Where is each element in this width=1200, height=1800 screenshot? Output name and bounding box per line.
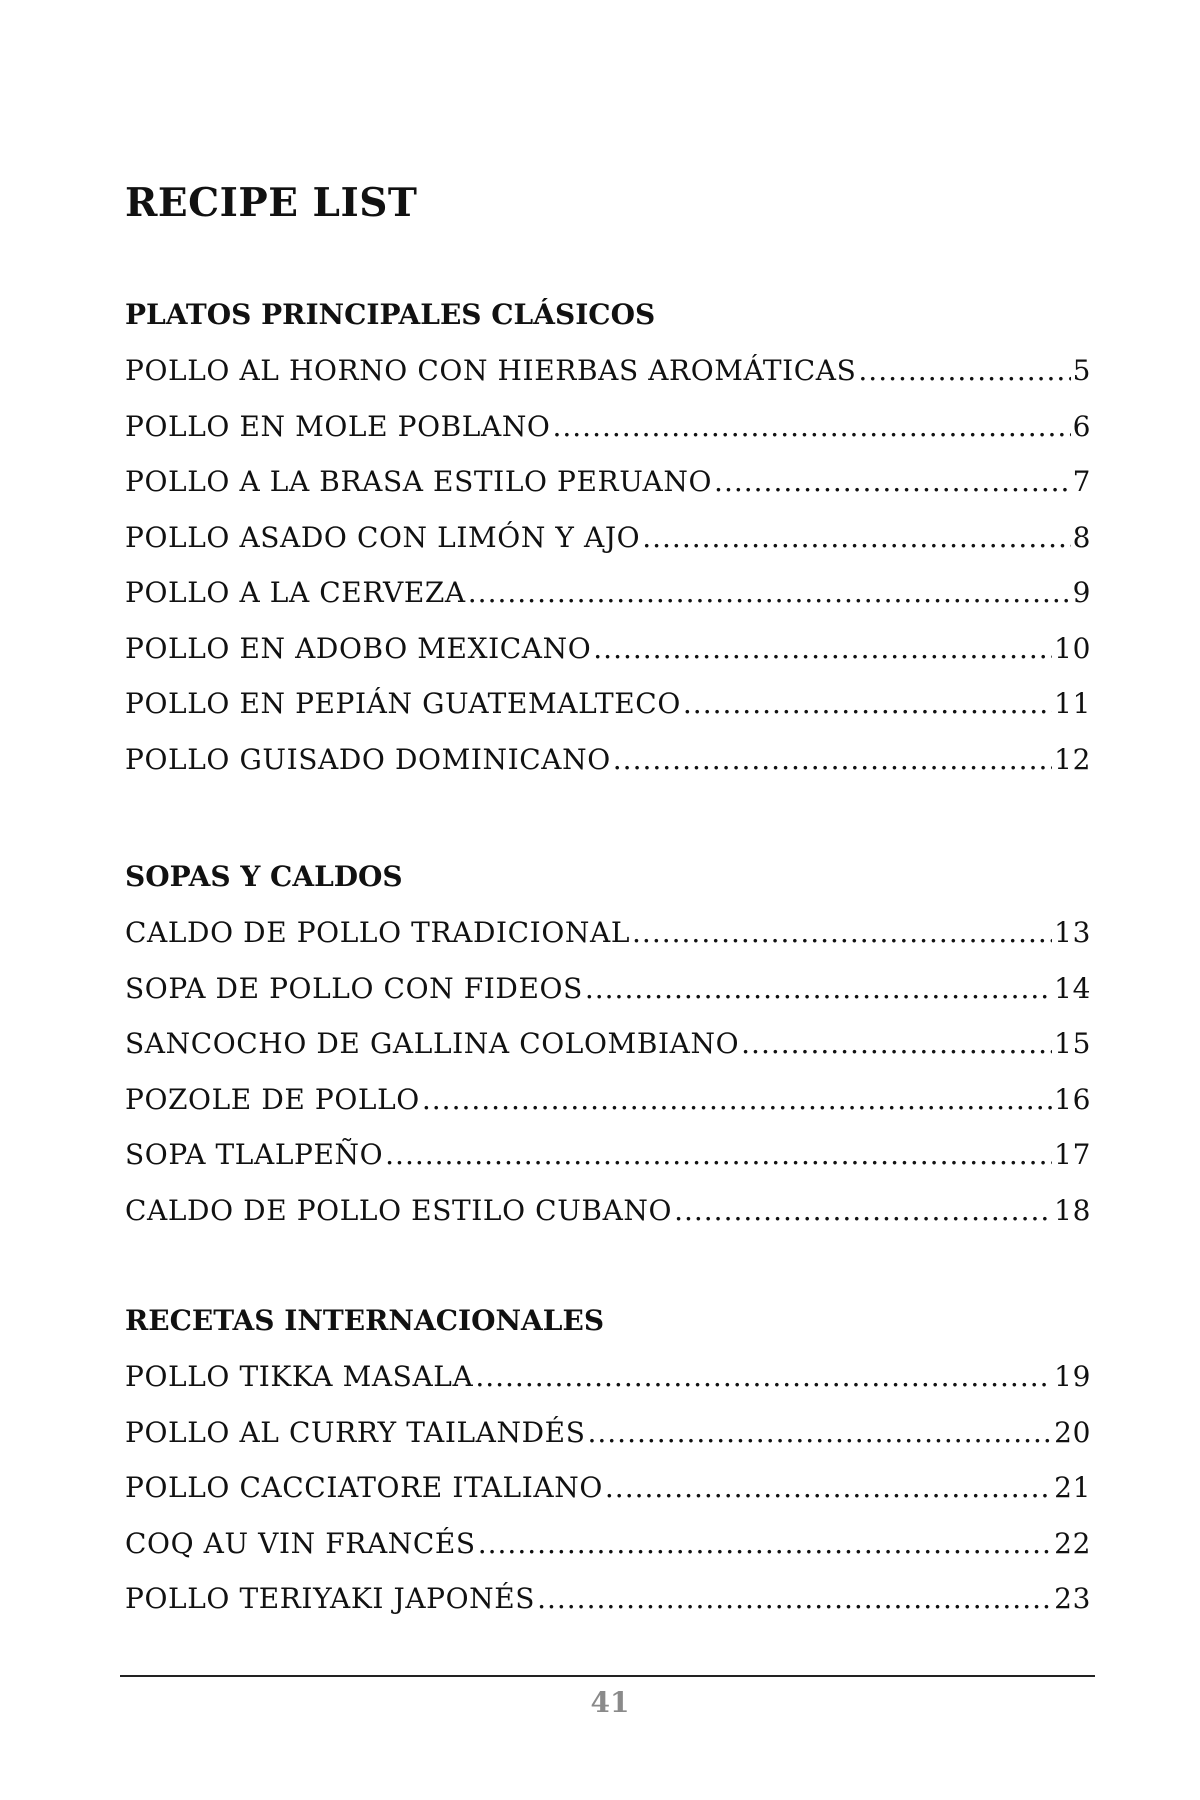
entry-page-number: 14 <box>1054 971 1091 1005</box>
entry-page-number: 10 <box>1054 631 1091 665</box>
entry-name: SANCOCHO DE GALLINA COLOMBIANO <box>125 1027 740 1060</box>
dot-leader <box>632 905 1052 961</box>
toc-entry[interactable] <box>125 1127 1091 1183</box>
toc-entry[interactable] <box>125 343 1091 399</box>
entry-name: POLLO AL HORNO CON HIERBAS AROMÁTICAS <box>125 354 857 387</box>
entry-name: POLLO EN PEPIÁN GUATEMALTECO <box>125 687 681 720</box>
entry-page-number: 8 <box>1072 520 1091 554</box>
dot-leader <box>385 1127 1052 1183</box>
toc-entry[interactable] <box>125 621 1091 677</box>
entry-page-number: 12 <box>1054 742 1091 776</box>
toc-entry[interactable] <box>125 565 1091 621</box>
toc-entry[interactable] <box>125 1405 1091 1461</box>
entry-page-number: 20 <box>1054 1415 1091 1449</box>
dot-leader <box>585 961 1052 1017</box>
entry-page-number: 9 <box>1072 576 1091 609</box>
toc-entry[interactable] <box>125 1516 1091 1572</box>
entry-name: POLLO TIKKA MASALA <box>125 1360 474 1393</box>
toc-entry[interactable] <box>125 399 1091 455</box>
entry-page-number: 7 <box>1072 465 1091 498</box>
section-sopas-y-caldos <box>125 849 1091 1238</box>
dot-leader <box>642 510 1070 566</box>
entry-name: CALDO DE POLLO ESTILO CUBANO <box>125 1193 673 1227</box>
dot-leader <box>674 1183 1052 1239</box>
entry-page-number: 5 <box>1072 354 1091 387</box>
page-number: 41 <box>590 1686 630 1719</box>
dot-leader <box>478 1516 1052 1572</box>
entry-name: POLLO A LA CERVEZA <box>125 576 466 609</box>
section-platos-principales <box>125 287 1091 787</box>
dot-leader <box>537 1571 1052 1627</box>
dot-leader <box>587 1405 1052 1461</box>
dot-leader <box>741 1016 1052 1072</box>
page-title: RECIPE LIST <box>125 180 418 226</box>
section-heading: RECETAS INTERNACIONALES <box>125 1304 605 1337</box>
toc-entry[interactable] <box>125 961 1091 1017</box>
entry-page-number: 19 <box>1054 1360 1091 1393</box>
entry-page-number: 23 <box>1054 1582 1091 1615</box>
dot-leader <box>858 343 1070 399</box>
dot-leader <box>468 565 1071 621</box>
entry-page-number: 22 <box>1054 1526 1091 1560</box>
toc-entry[interactable] <box>125 1183 1091 1239</box>
entry-name: POZOLE DE POLLO <box>125 1082 420 1116</box>
entry-page-number: 16 <box>1054 1082 1091 1116</box>
entry-name: POLLO EN MOLE POBLANO <box>125 409 551 443</box>
entry-name: SOPA TLALPEÑO <box>125 1138 384 1171</box>
dot-leader <box>714 454 1071 510</box>
dot-leader <box>552 399 1070 455</box>
entry-name: CALDO DE POLLO TRADICIONAL <box>125 916 631 949</box>
toc-entry[interactable] <box>125 1460 1091 1516</box>
entry-page-number: 11 <box>1054 687 1091 720</box>
dot-leader <box>593 621 1052 677</box>
footer-divider <box>120 1675 1095 1677</box>
dot-leader <box>605 1460 1052 1516</box>
entry-page-number: 18 <box>1054 1193 1091 1227</box>
toc-entry[interactable] <box>125 1349 1091 1405</box>
section-recetas-internacionales <box>125 1293 1091 1627</box>
section-heading: SOPAS Y CALDOS <box>125 860 403 893</box>
entry-page-number: 13 <box>1054 916 1091 949</box>
dot-leader <box>613 732 1052 788</box>
toc-entry[interactable] <box>125 510 1091 566</box>
toc-entry[interactable] <box>125 1016 1091 1072</box>
dot-leader <box>475 1349 1052 1405</box>
toc-entry[interactable] <box>125 1072 1091 1128</box>
entry-name: POLLO ASADO CON LIMÓN Y AJO <box>125 520 641 554</box>
entry-name: POLLO GUISADO DOMINICANO <box>125 742 611 776</box>
entry-name: POLLO CACCIATORE ITALIANO <box>125 1471 603 1504</box>
entry-name: POLLO A LA BRASA ESTILO PERUANO <box>125 465 713 498</box>
dot-leader <box>683 676 1052 732</box>
toc-entry[interactable] <box>125 676 1091 732</box>
entry-page-number: 6 <box>1072 409 1091 443</box>
entry-name: COQ AU VIN FRANCÉS <box>125 1526 476 1560</box>
entry-page-number: 17 <box>1054 1138 1091 1171</box>
toc-entry[interactable] <box>125 905 1091 961</box>
dot-leader <box>422 1072 1052 1128</box>
entry-name: POLLO TERIYAKI JAPONÉS <box>125 1582 536 1615</box>
toc-entry[interactable] <box>125 454 1091 510</box>
toc-entry[interactable] <box>125 1571 1091 1627</box>
section-heading: PLATOS PRINCIPALES CLÁSICOS <box>125 298 656 331</box>
entry-name: SOPA DE POLLO CON FIDEOS <box>125 971 583 1005</box>
entry-name: POLLO AL CURRY TAILANDÉS <box>125 1415 586 1449</box>
entry-page-number: 21 <box>1054 1471 1091 1504</box>
toc-entry[interactable] <box>125 732 1091 788</box>
entry-page-number: 15 <box>1054 1027 1091 1060</box>
entry-name: POLLO EN ADOBO MEXICANO <box>125 631 592 665</box>
